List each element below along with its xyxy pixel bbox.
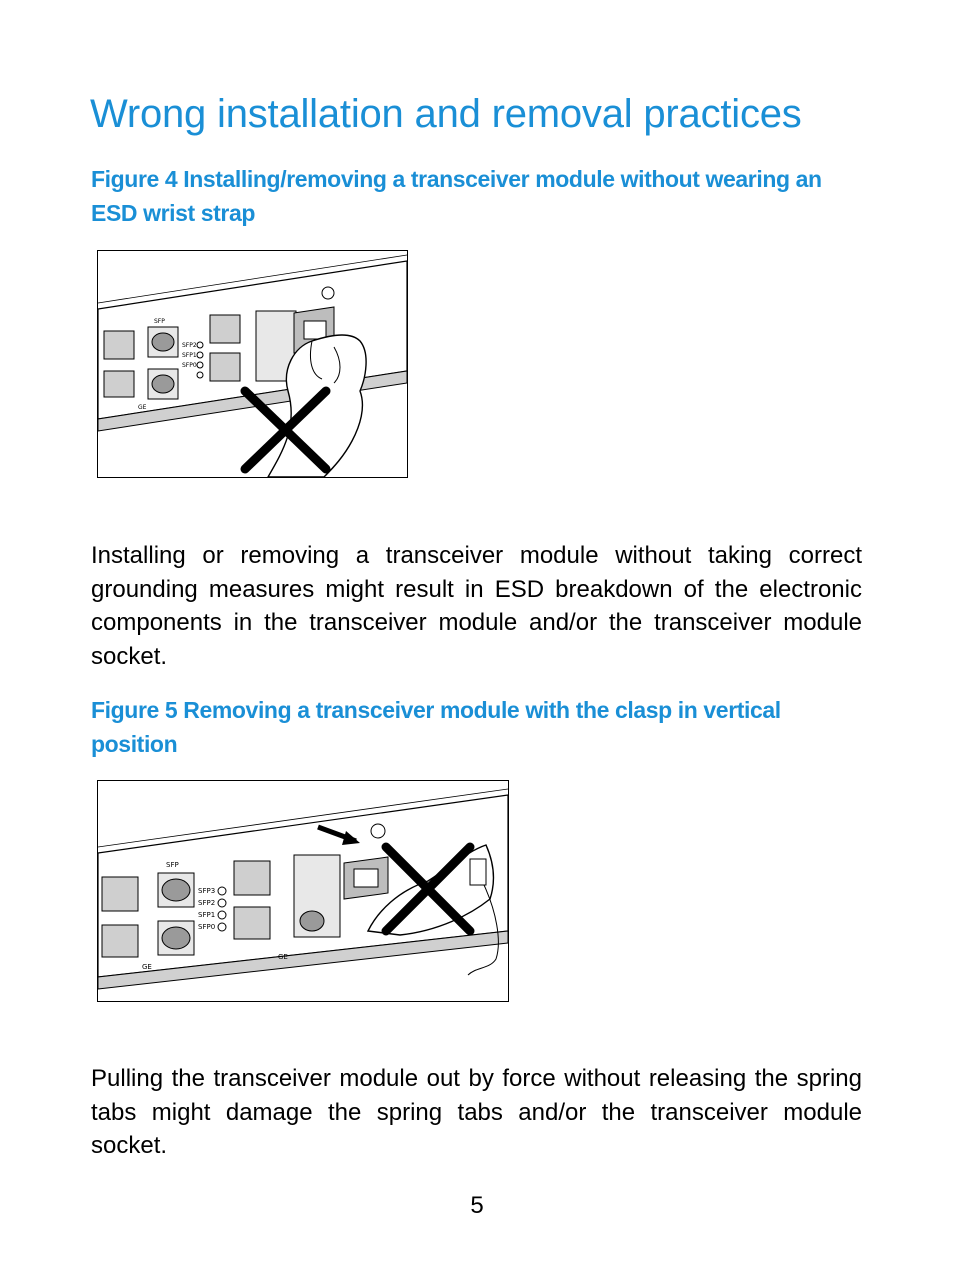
port-label: GE — [278, 953, 288, 961]
figure-4-caption: Figure 4 Installing/removing a transceiver module without wearing an ESD wrist strap — [91, 166, 822, 226]
figure-4-illustration — [97, 250, 408, 478]
section-heading: Wrong installation and removal practices — [90, 92, 802, 136]
wrist-strap-icon — [470, 859, 486, 885]
port-label: GE — [138, 404, 147, 411]
port-label: SFP1 — [198, 911, 216, 919]
rj45-port — [102, 877, 138, 911]
rj45-port — [104, 331, 134, 359]
figure-5-illustration — [97, 780, 509, 1002]
rj45-port — [104, 371, 134, 397]
port-label: GE — [142, 963, 152, 971]
page-number: 5 — [470, 1192, 484, 1219]
paragraph-spring-tabs: Pulling the transceiver module out by force without releasing the spring tabs might damage the spring tabs and/or the transceiver module socket. — [91, 1065, 862, 1159]
rj45-port — [210, 353, 240, 381]
figure-5-caption: Figure 5 Removing a transceiver module with the clasp in vertical position — [91, 697, 781, 757]
rj45-port — [234, 861, 270, 895]
port-label: SFP — [154, 318, 165, 325]
port-label: SFP2 — [182, 342, 197, 349]
port-label: SFP3 — [198, 887, 216, 895]
rj45-port — [102, 925, 138, 957]
rj45-port — [210, 315, 240, 343]
port-label: SFP0 — [198, 923, 216, 931]
paragraph-esd: Installing or removing a transceiver module without taking correct grounding measures might result in ESD breakdown of the electronic components in the transceiver module and/or the transceiver module socket. — [91, 542, 862, 670]
port-label: SFP1 — [182, 352, 197, 359]
port-label: SFP0 — [182, 362, 197, 369]
port-label: SFP2 — [198, 899, 216, 907]
figure-5-drawing — [98, 781, 508, 1001]
port-label: SFP — [166, 861, 179, 869]
figure-4-drawing — [98, 251, 407, 477]
rj45-port — [234, 907, 270, 939]
